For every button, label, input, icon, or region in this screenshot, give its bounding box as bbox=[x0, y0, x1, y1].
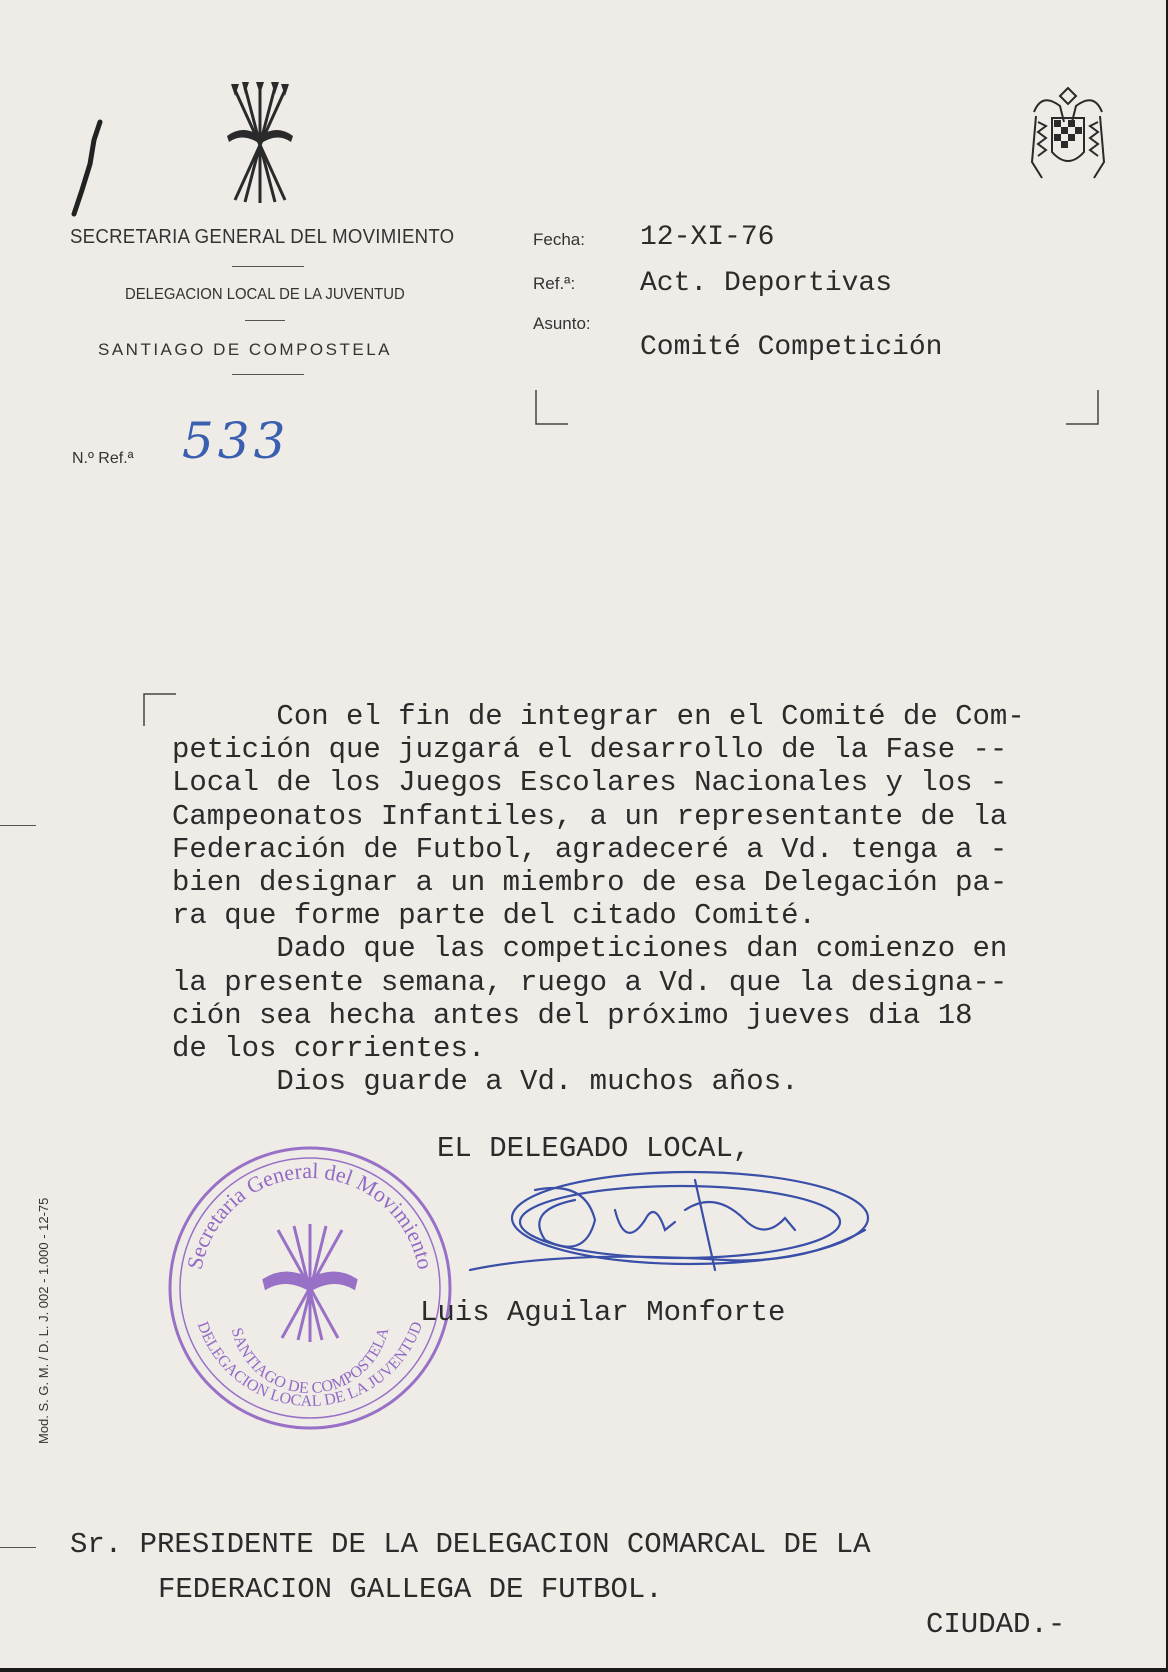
body-line: Dado que las competiciones dan comienzo en bbox=[172, 932, 1008, 966]
fecha-label: Fecha: bbox=[533, 230, 585, 249]
handwritten-reference-number: 533 bbox=[182, 412, 290, 470]
handwritten-signature bbox=[465, 1160, 875, 1290]
asunto-label: Asunto: bbox=[533, 314, 591, 333]
body-line: Dios guarde a Vd. muchos años. bbox=[172, 1065, 799, 1099]
body-line: petición que juzgará el desarrollo de la Fase -- bbox=[172, 733, 1008, 767]
letterhead-city: SANTIAGO DE COMPOSTELA bbox=[98, 340, 392, 359]
body-line: Local de los Juegos Escolares Nacionales y los - bbox=[172, 766, 1008, 800]
divider bbox=[232, 374, 304, 375]
signatory-title: EL DELEGADO LOCAL, bbox=[437, 1132, 751, 1165]
divider bbox=[232, 266, 304, 267]
addressee-line-1: Sr. PRESIDENTE DE LA DELEGACION COMARCAL DE LA bbox=[70, 1528, 871, 1561]
body-line: la presente semana, ruego a Vd. que la designa-- bbox=[172, 965, 1008, 999]
fold-mark bbox=[0, 1547, 36, 1548]
ref-value: Act. Deportivas bbox=[640, 268, 893, 299]
ink-mark bbox=[60, 118, 110, 218]
body-line: bien designar a un miembro de esa Delegación pa- bbox=[172, 866, 1008, 900]
letter-body bbox=[172, 700, 1025, 1098]
stamp-outer-text: Secretaria General del Movimiento bbox=[181, 1157, 439, 1272]
fold-mark bbox=[0, 825, 36, 826]
addressee-line-2: FEDERACION GALLEGA DE FUTBOL. bbox=[158, 1573, 663, 1606]
body-line: Con el fin de integrar en el Comité de Com- bbox=[172, 700, 1025, 733]
fecha-value: 12-XI-76 bbox=[640, 222, 775, 253]
ref-label: Ref.ª: bbox=[533, 274, 576, 293]
stamp-bottom-text: DELEGACION LOCAL DE LA JUVENTUD bbox=[193, 1319, 427, 1411]
addressee-city: CIUDAD.- bbox=[926, 1608, 1066, 1641]
divider bbox=[245, 320, 285, 321]
body-line: Campeonatos Infantiles, a un representante de la bbox=[172, 799, 1008, 833]
body-line: de los corrientes. bbox=[172, 1032, 486, 1066]
asunto-value: Comité Competición bbox=[640, 332, 943, 363]
eagle-crest-emblem bbox=[1030, 82, 1106, 182]
form-model-code: Mod. S. G. M. / D. L. J. 002 - 1.000 - 12-75 bbox=[36, 1197, 51, 1444]
letterhead-delegation: DELEGACION LOCAL DE LA JUVENTUD bbox=[125, 286, 405, 303]
stamp-inner-text: SANTIAGO DE COMPOSTELA bbox=[227, 1325, 393, 1398]
yoke-arrows-emblem bbox=[225, 82, 295, 207]
signatory-name: Luis Aguilar Monforte bbox=[420, 1296, 786, 1329]
letterhead-organization: SECRETARIA GENERAL DEL MOVIMIENTO bbox=[70, 226, 455, 248]
official-stamp bbox=[160, 1138, 460, 1438]
body-line: Federación de Futbol, agradeceré a Vd. tenga a - bbox=[172, 832, 1008, 866]
body-line: ra que forme parte del citado Comité. bbox=[172, 899, 816, 933]
reference-label: N.º Ref.ª bbox=[72, 450, 134, 467]
address-window-marks bbox=[530, 388, 1110, 428]
body-line: ción sea hecha antes del próximo jueves dia 18 bbox=[172, 998, 973, 1032]
